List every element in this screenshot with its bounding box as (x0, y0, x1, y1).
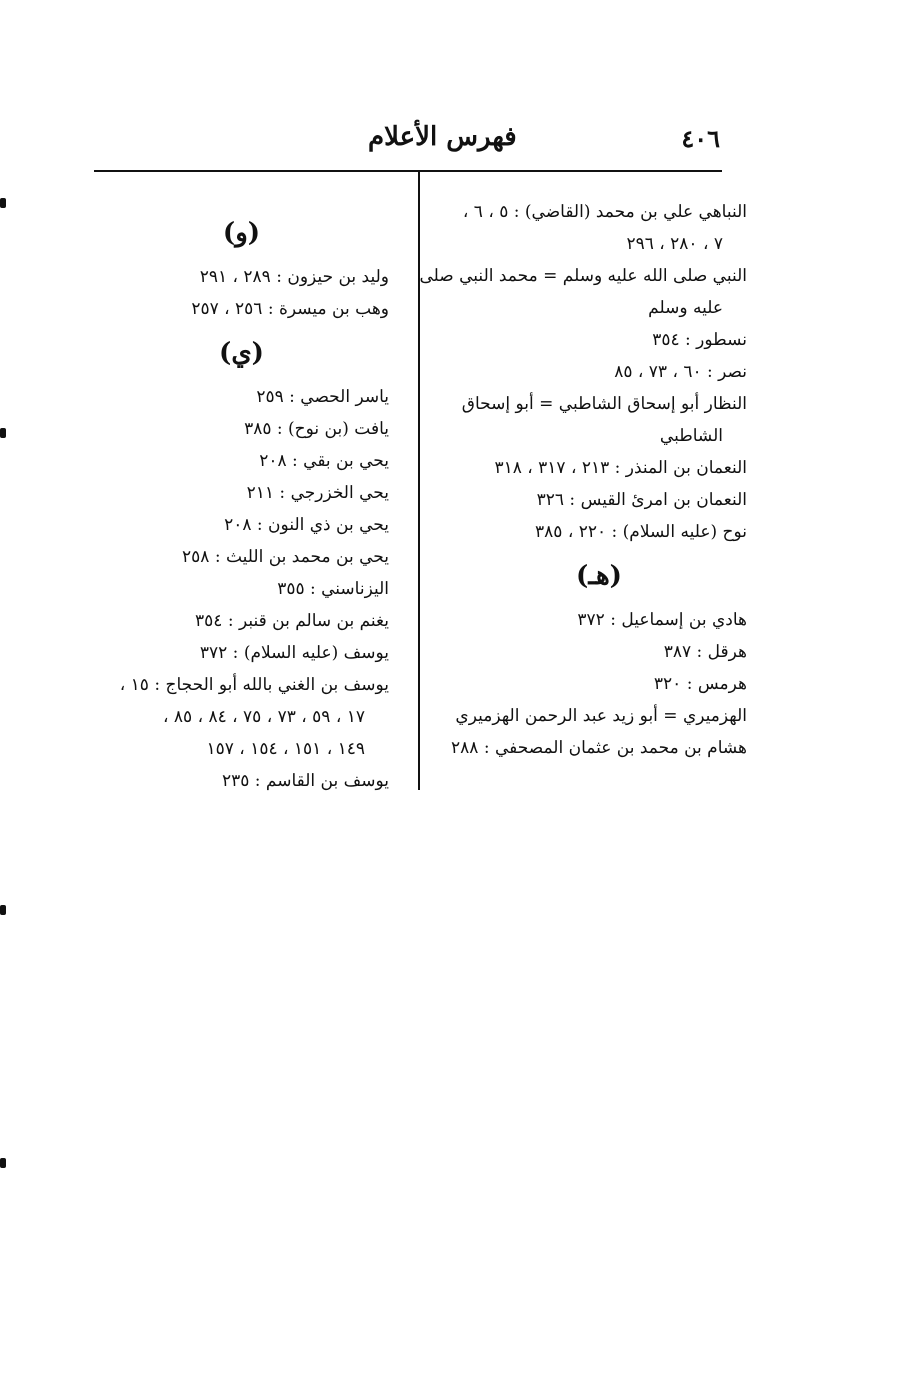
running-title: فهرس الأعلام (368, 122, 517, 152)
entry-text: يحي بن محمد بن الليث : ٢٥٨ (182, 547, 389, 567)
scan-margin-mark (0, 1158, 6, 1168)
entry-text: الهزميري = أبو زيد عبد الرحمن الهزميري (455, 706, 747, 726)
section-heading-ha: (هـ) (576, 561, 622, 591)
entry-text: نصر : ٦٠ ، ٧٣ ، ٨٥ (614, 362, 747, 382)
entry-text: النعمان بن امرئ القيس : ٣٢٦ (536, 490, 747, 510)
entry-continuation: ٧ ، ٢٨٠ ، ٢٩٦ (626, 234, 723, 254)
entry-text: هادي بن إسماعيل : ٣٧٢ (577, 610, 747, 630)
index-entry (94, 509, 389, 541)
index-entry (94, 541, 389, 573)
page-header (96, 122, 720, 166)
index-entry (451, 324, 747, 356)
index-column-right (419, 196, 747, 764)
scan-margin-mark (0, 905, 6, 915)
index-entry (451, 668, 747, 700)
entry-continuation: ١٤٩ ، ١٥١ ، ١٥٤ ، ١٥٧ (206, 739, 365, 759)
index-entry (94, 293, 389, 325)
scan-margin-mark (0, 428, 6, 438)
index-entry (94, 381, 389, 413)
index-entry (451, 196, 747, 260)
index-entry (451, 356, 747, 388)
entry-text: ياسر الحصي : ٢٥٩ (256, 387, 389, 407)
index-entry (94, 669, 389, 733)
entry-text: يحي الخزرجي : ٢١١ (246, 483, 389, 503)
index-entry (419, 260, 747, 324)
index-entry (94, 261, 389, 293)
entry-text: اليزناسني : ٣٥٥ (277, 579, 389, 599)
entry-continuation: ١٧ ، ٥٩ ، ٧٣ ، ٧٥ ، ٨٤ ، ٨٥ ، (163, 707, 365, 727)
entry-text: هرقل : ٣٨٧ (663, 642, 747, 662)
entry-text: النظار أبو إسحاق الشاطبي = أبو إسحاق (461, 394, 747, 414)
page-number: ٤٠٦ (681, 124, 720, 153)
index-entry (94, 573, 389, 605)
index-entry (451, 388, 747, 452)
entry-text: يوسف (عليه السلام) : ٣٧٢ (199, 643, 389, 663)
entry-text: يحي بن ذي النون : ٢٠٨ (224, 515, 389, 535)
index-entry (94, 733, 389, 765)
scan-margin-mark (0, 198, 6, 208)
entry-text: يحي بن بقي : ٢٠٨ (259, 451, 389, 471)
section-heading-waw: (و) (222, 218, 261, 248)
index-entry (94, 445, 389, 477)
entry-text: نسطور : ٣٥٤ (652, 330, 747, 350)
entry-text: يوسف بن القاسم : ٢٣٥ (221, 771, 389, 791)
entry-text: النعمان بن المنذر : ٢١٣ ، ٣١٧ ، ٣١٨ (494, 458, 747, 478)
index-entry (451, 484, 747, 516)
index-entry (451, 516, 747, 548)
index-column-left (94, 205, 389, 797)
section-heading-ya: (ي) (219, 338, 264, 368)
entry-text: وهب بن ميسرة : ٢٥٦ ، ٢٥٧ (191, 299, 389, 319)
entry-continuation: الشاطبي (659, 426, 723, 446)
index-entry (94, 477, 389, 509)
entry-text: النباهي علي بن محمد (القاضي) : ٥ ، ٦ ، (462, 202, 747, 222)
entry-text: هرمس : ٣٢٠ (653, 674, 747, 694)
index-entry (451, 452, 747, 484)
entry-text: يغنم بن سالم بن قنبر : ٣٥٤ (195, 611, 389, 631)
index-entry (94, 605, 389, 637)
index-entry (451, 732, 747, 764)
entry-text: هشام بن محمد بن عثمان المصحفي : ٢٨٨ (451, 738, 747, 758)
entry-text: وليد بن حيزون : ٢٨٩ ، ٢٩١ (199, 267, 389, 287)
entry-text: نوح (عليه السلام) : ٢٢٠ ، ٣٨٥ (535, 522, 747, 542)
entry-text: يافت (بن نوح) : ٣٨٥ (244, 419, 389, 439)
index-entry (451, 604, 747, 636)
entry-text: يوسف بن الغني بالله أبو الحجاج : ١٥ ، (119, 675, 389, 695)
index-entry (94, 765, 389, 797)
entry-text: النبي صلى الله عليه وسلم = محمد النبي صلى (419, 266, 747, 286)
index-entry (451, 700, 747, 732)
entry-continuation: عليه وسلم (648, 298, 723, 318)
index-entry (94, 637, 389, 669)
index-entry (451, 636, 747, 668)
header-rule (94, 170, 722, 172)
index-entry (94, 413, 389, 445)
